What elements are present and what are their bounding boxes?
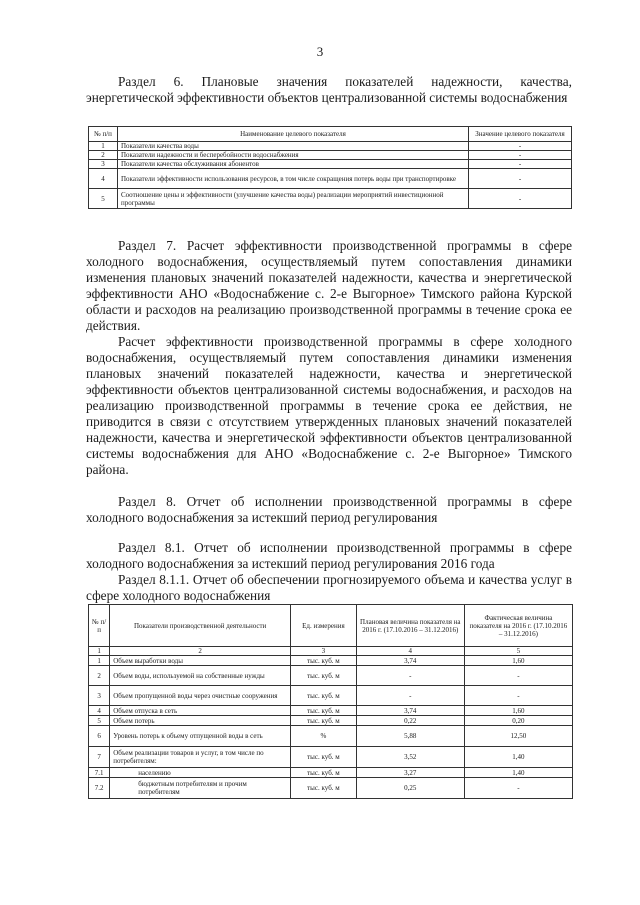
col-num-header: № п/п	[89, 605, 110, 647]
page-number: 3	[316, 44, 324, 59]
table-row: 7.2 бюджетным потребителям и прочим потребителям тыс. куб. м 0,25 -	[89, 778, 573, 799]
table-row: 5 Соотношение цены и эффективности (улучшение качества воды) реализации мероприятий инвестиционной программы -	[89, 189, 572, 209]
table-header-row	[89, 127, 572, 142]
table-row: 1 Показатели качества воды -	[89, 142, 572, 151]
section7-paragraph-2: Расчет эффективности производственной программы в сфере холодного водоснабжения, осуществляемый путем сопоставления динамики изменения плановых значений показателей надежности, качества и энергетической эффективности объектов централизованной системы водоснабжения, и расходов на реализацию производственной программы в течение срока ее действия, не приводится в связи с отсутствием утвержденных плановых значений показателей надежности, качества и энергетической эффективности объектов централизованной системы водоснабжения для АНО «Водоснабжение с. 2-е Выгорное» Тимского района.	[86, 334, 572, 477]
table-row: 7.1 населению тыс. куб. м 3,27 1,40	[89, 768, 573, 778]
table-row: 2 Показатели надежности и бесперебойности водоснабжения -	[89, 151, 572, 160]
section81-heading: Раздел 8.1. Отчет об исполнении производственной программы в сфере холодного водоснабжения за истекший период регулирования 2016 года	[86, 540, 572, 571]
section7-paragraph-1: Раздел 7. Расчет эффективности производственной программы в сфере холодного водоснабжения, осуществляемый путем сопоставления динамики изменения плановых значений показателей надежности, качества и энергетической эффективности АНО «Водоснабжение с. 2-е Выгорное» Тимского района Курской области и расходов на реализацию производственной программы в течение срока ее действия.	[86, 238, 572, 333]
col-value-header: Значение целевого показателя	[469, 127, 572, 142]
col-plan-header: Плановая величина показателя на 2016 г. (17.10.2016 – 31.12.2016)	[356, 605, 464, 647]
target-indicators-table	[88, 126, 572, 209]
table-row: 7 Объем реализации товаров и услуг, в том числе по потребителям: тыс. куб. м 3,52 1,40	[89, 747, 573, 768]
section6-heading: Раздел 6. Плановые значения показателей надежности, качества, энергетической эффективности объектов централизованной системы водоснабжения	[86, 74, 572, 105]
service-volume-table	[88, 604, 573, 799]
table-row: 3 Объем пропущенной воды через очистные сооружения тыс. куб. м - -	[89, 686, 573, 706]
table-header-row	[89, 605, 573, 647]
col-name-header: Наименование целевого показателя	[118, 127, 469, 142]
table-row: 5 Объем потерь тыс. куб. м 0,22 0,20	[89, 716, 573, 726]
section811-heading: Раздел 8.1.1. Отчет об обеспечении прогнозируемого объема и качества услуг в сфере холодного водоснабжения	[86, 572, 572, 603]
table-row: 4 Показатели эффективности использования ресурсов, в том числе сокращения потерь воды при транспортировке -	[89, 169, 572, 189]
col-fact-header: Фактическая величина показателя на 2016 г. (17.10.2016 – 31.12.2016)	[464, 605, 572, 647]
section8-heading: Раздел 8. Отчет об исполнении производственной программы в сфере холодного водоснабжения за истекший период регулирования	[86, 494, 572, 525]
col-unit-header: Ед. измерения	[291, 605, 357, 647]
column-numbers-row: 1 2 3 4 5	[89, 647, 573, 656]
col-indicator-header: Показатели производственной деятельности	[110, 605, 291, 647]
table-row: 3 Показатели качества обслуживания абонентов -	[89, 160, 572, 169]
col-num-header: № п/п	[89, 127, 118, 142]
table-row: 6 Уровень потерь к объему отпущенной воды в сеть % 5,88 12,50	[89, 726, 573, 747]
table-row: 2 Объем воды, используемой на собственные нужды тыс. куб. м - -	[89, 666, 573, 686]
table-row: 4 Объем отпуска в сеть тыс. куб. м 3,74 1,60	[89, 706, 573, 716]
table-row: 1 Объем выработки воды тыс. куб. м 3,74 1,60	[89, 656, 573, 666]
